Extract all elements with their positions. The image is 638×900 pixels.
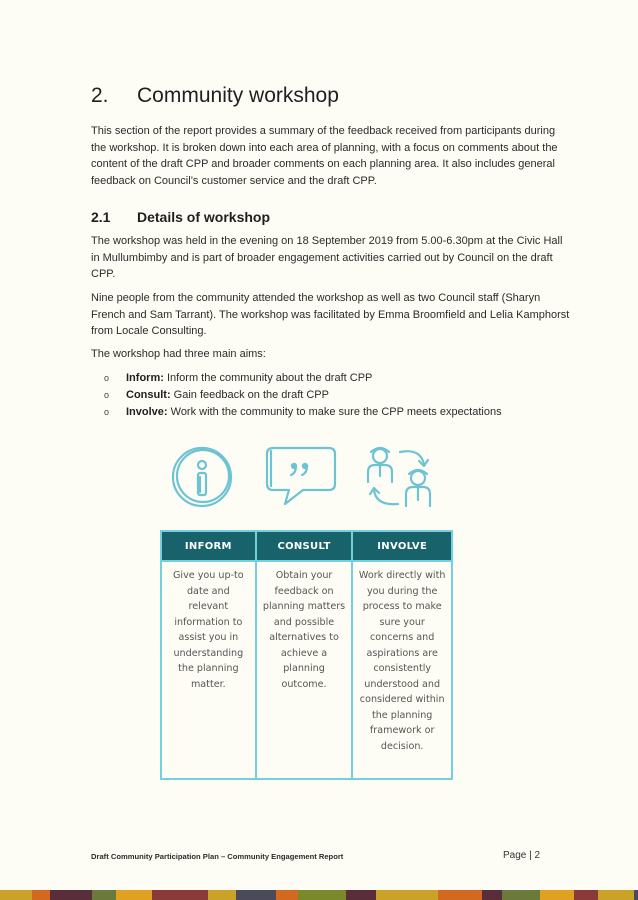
table-header-inform: INFORM <box>160 530 257 562</box>
bullet-icon: o <box>104 373 110 383</box>
workshop-details-paragraph: The workshop was held in the evening on 18 September 2019 from 5.00-6.30pm at the Civic Hall in Mullumbimby and is part of broader engagement activities carried out by Council on the draft CPP. <box>91 235 563 280</box>
table-cell-consult: Obtain your feedback on planning matters and possible alternatives to achieve a planning outcome. <box>257 562 354 780</box>
stripe-segment <box>236 890 276 900</box>
subsection-number: 2.1 <box>91 209 111 225</box>
aims-table <box>160 530 453 780</box>
aims-intro: The workshop had three main aims: <box>91 348 266 360</box>
table-cell-involve: Work directly with you during the process to make sure your concerns and aspirations are consistently understood and considered within the planning framework or decision. <box>353 562 453 780</box>
stripe-segment <box>540 890 574 900</box>
stripe-segment <box>298 890 346 900</box>
stripe-segment <box>0 890 32 900</box>
stripe-segment <box>92 890 116 900</box>
stripe-segment <box>376 890 412 900</box>
decorative-stripe <box>0 890 638 900</box>
aim-label: Inform: <box>126 372 164 384</box>
stripe-segment <box>276 890 298 900</box>
stripe-segment <box>598 890 634 900</box>
stripe-segment <box>438 890 482 900</box>
stripe-segment <box>346 890 376 900</box>
speech-bubble-icon <box>263 442 339 508</box>
attendees-paragraph: Nine people from the community attended the workshop as well as two Council staff (Sharyn French and Sam Tarrant). The workshop was facilitated by Emma Broomfield and Lelia Kamphorst from Locale Consulting. <box>91 292 570 337</box>
table-header-consult: CONSULT <box>257 530 354 562</box>
section-intro: This section of the report provides a summary of the feedback received from participants during the workshop. It is broken down into each area of planning, with a focus on comments about the content of the draft CPP and broader comments on each planning area. It also includes general feedback on Council’s customer service and the draft CPP. <box>91 125 558 187</box>
subsection-title: Details of workshop <box>137 209 271 225</box>
aim-text: Inform the community about the draft CPP <box>163 372 373 384</box>
stripe-segment <box>116 890 152 900</box>
page-number: Page | 2 <box>503 850 541 861</box>
list-item <box>104 404 502 421</box>
aim-text: Gain feedback on the draft CPP <box>170 389 329 401</box>
table-header-involve: INVOLVE <box>353 530 453 562</box>
people-exchange-icon <box>362 442 440 510</box>
table-cell-inform: Give you up-to date and relevant information to assist you in understanding the planning matter. <box>160 562 257 780</box>
stripe-segment <box>412 890 438 900</box>
footer-title: Draft Community Participation Plan – Community Engagement Report <box>91 852 344 861</box>
stripe-segment <box>482 890 502 900</box>
stripe-segment <box>574 890 598 900</box>
stripe-segment <box>152 890 208 900</box>
aim-label: Consult: <box>126 389 171 401</box>
aim-label: Involve: <box>126 406 168 418</box>
bullet-icon: o <box>104 390 110 400</box>
stripe-segment <box>502 890 540 900</box>
stripe-segment <box>50 890 92 900</box>
table-row <box>160 562 453 780</box>
list-item <box>104 387 502 404</box>
stripe-segment <box>634 890 638 900</box>
aim-text: Work with the community to make sure the CPP meets expectations <box>167 406 502 418</box>
stripe-segment <box>32 890 50 900</box>
subsection-heading <box>91 209 270 225</box>
list-item <box>104 370 502 387</box>
section-heading <box>91 84 339 108</box>
section-number: 2. <box>91 84 109 107</box>
info-icon <box>170 444 236 510</box>
bullet-icon: o <box>104 407 110 417</box>
section-title: Community workshop <box>137 84 339 107</box>
stripe-segment <box>208 890 236 900</box>
aims-list <box>104 370 502 421</box>
